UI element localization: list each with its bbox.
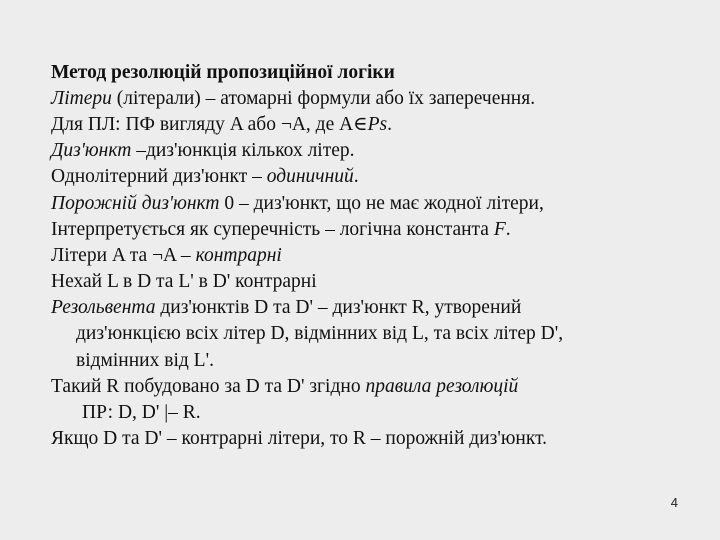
text-line <box>82 401 201 425</box>
text-line <box>51 244 282 268</box>
italic-term: Літери <box>51 88 112 109</box>
text-segment: диз'юнкцією всіх літер D, відмінних від L, та всіх літер D', <box>76 323 564 345</box>
page-number: 4 <box>670 495 678 510</box>
text-segment: відмінних від L'. <box>76 349 214 371</box>
text-segment: Такий R побудовано за D та D' згідно <box>51 375 366 397</box>
italic-term: правила резолюцій <box>365 375 519 397</box>
text-line <box>51 113 392 137</box>
italic-term: F <box>493 218 506 240</box>
text-segment: –диз'юнкція кількох літер. <box>131 140 355 162</box>
text-line <box>51 375 518 399</box>
text-line <box>51 139 355 163</box>
text-segment: Однолітерний диз'юнкт – <box>51 166 267 188</box>
italic-term: Порожній диз'юнкт <box>51 192 220 214</box>
italic-term: Диз'юнкт <box>51 140 132 162</box>
text-line <box>51 192 544 216</box>
text-segment: . <box>353 166 359 188</box>
text-segment: Літери A та ¬A – <box>51 244 196 266</box>
text-segment: ПР: D, D' |– R. <box>82 401 201 423</box>
text-line <box>51 270 317 294</box>
text-line <box>76 322 563 346</box>
text-segment: Якщо D та D' – контрарні літери, то R – порожній диз'юнкт. <box>51 427 547 449</box>
italic-term: Резольвента <box>51 297 156 319</box>
text-segment: . <box>387 114 392 136</box>
italic-term: одиничний <box>266 166 354 188</box>
text-segment: Інтерпретується як суперечність – логічна константа <box>51 218 494 240</box>
italic-term: контрарні <box>195 244 282 266</box>
text-line <box>51 165 359 189</box>
slide-title: Метод резолюцій пропозиційної логіки <box>51 62 395 83</box>
text-line <box>51 218 511 242</box>
text-segment: (літерали) – атомарні формули або їх заперечення. <box>111 88 536 109</box>
text-line <box>51 427 547 451</box>
text-line <box>51 296 521 320</box>
text-line <box>51 87 535 111</box>
text-segment: диз'юнктів D та D' – диз'юнкт R, утворений <box>155 297 522 319</box>
text-segment: Нехай L в D та L' в D' контрарні <box>51 271 317 293</box>
text-segment: 0 – диз'юнкт, що не має жодної літери, <box>219 192 544 214</box>
italic-term: Ps <box>367 114 388 136</box>
text-segment: . <box>505 218 511 240</box>
text-line <box>76 349 214 373</box>
text-segment: Для ПЛ: ПФ вигляду A або ¬A, де A∈ <box>51 114 368 136</box>
